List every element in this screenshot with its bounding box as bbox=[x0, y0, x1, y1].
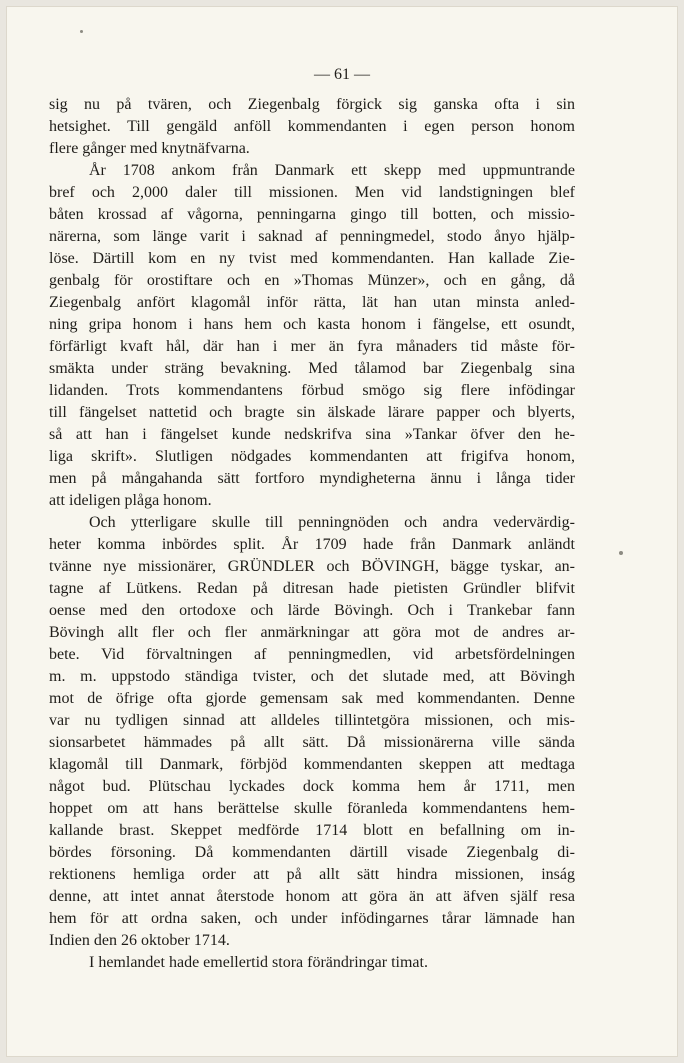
text-line: Bövingh allt fler och fler anmärkningar att göra mot de andres ar- bbox=[49, 624, 575, 641]
text-line: var nu tydligen sinnad att alldeles tillintetgöra missionen, och mis- bbox=[49, 712, 575, 729]
text-line: tagne af Lütkens. Redan på ditresan hade pietisten Gründler blifvit bbox=[49, 580, 575, 597]
text-line: flere gånger med knytnäfvarna. bbox=[49, 140, 250, 157]
text-line: Och ytterligare skulle till penningnöden och andra vedervärdig- bbox=[89, 514, 575, 531]
text-line: hem för att ordna saken, och under infödingarnes tårar lämnade han bbox=[49, 910, 575, 927]
text-line: så att han i fängelset kunde nedskrifva sina »Tankar öfver den he- bbox=[49, 426, 575, 443]
text-line: liga skrift». Slutligen nödgades kommendanten att frigifva honom, bbox=[49, 448, 575, 465]
text-line: hetsighet. Till gengäld anföll kommendanten i egen person honom bbox=[49, 118, 575, 135]
text-line: hoppet om att hans berättelse skulle föranleda kommendantens hem- bbox=[49, 800, 575, 817]
ink-speck bbox=[80, 30, 83, 33]
text-line: rektionens hemliga order att på allt sätt hindra missionen, inság bbox=[49, 866, 575, 883]
text-line: I hemlandet hade emellertid stora förändringar timat. bbox=[89, 954, 428, 971]
text-line: lidanden. Trots kommendantens förbud smögo sig flere infödingar bbox=[49, 382, 575, 399]
text-line: ning gripa honom i hans hem och kasta honom i fängelse, ett osundt, bbox=[49, 316, 575, 333]
text-line: kallande brast. Skeppet medförde 1714 blott en befallning om in- bbox=[49, 822, 575, 839]
text-line: Ziegenbalg anfört klagomål inför rätta, lät han utan minsta anled- bbox=[49, 294, 575, 311]
text-line: sionsarbetet hämmades på allt sätt. Då missionärerna ville sända bbox=[49, 734, 575, 751]
text-line: till fängelset nattetid och bragte sin älskade lärare papper och blyerts, bbox=[49, 404, 575, 421]
text-line: löse. Därtill kom en ny tvist med kommendanten. Han kallade Zie- bbox=[49, 250, 575, 267]
text-line: sig nu på tvären, och Ziegenbalg förgick sig ganska ofta i sin bbox=[49, 96, 575, 113]
book-page bbox=[6, 6, 678, 1057]
text-line: tvänne nye missionärer, GRÜNDLER och BÖVINGH, bägge tyskar, an- bbox=[49, 558, 575, 575]
text-line: mot de öfrige ofta gjorde gemensam sak med kommendanten. Denne bbox=[49, 690, 575, 707]
body-text bbox=[49, 94, 575, 974]
text-line: bördes försoning. Då kommendanten därtill visade Ziegenbalg di- bbox=[49, 844, 575, 861]
text-line: bete. Vid förvaltningen af penningmedlen, vid arbetsfördelningen bbox=[49, 646, 575, 663]
text-line: denne, att intet annat återstode honom att göra än att äfven själf resa bbox=[49, 888, 575, 905]
text-line: m. m. uppstodo ständiga tvister, och det slutade med, att Bövingh bbox=[49, 668, 575, 685]
page-number: — 61 — bbox=[314, 66, 370, 83]
text-line: klagomål till Danmark, förbjöd kommendanten skeppen att medtaga bbox=[49, 756, 575, 773]
text-line: bref och 2,000 daler till missionen. Men vid landstigningen blef bbox=[49, 184, 575, 201]
text-line: närerna, som länge varit i saknad af penningmedel, stodo ånyo hjälp- bbox=[49, 228, 575, 245]
text-line: något bud. Plütschau lyckades dock komma hem år 1711, men bbox=[49, 778, 575, 795]
text-line: År 1708 ankom från Danmark ett skepp med uppmuntrande bbox=[89, 162, 575, 179]
ink-speck bbox=[619, 551, 623, 555]
text-line: genbalg för orostiftare och en »Thomas Münzer», och en gång, då bbox=[49, 272, 575, 289]
text-line: men på mångahanda sätt fortforo myndigheterna ännu i långa tider bbox=[49, 470, 575, 487]
text-line: förfärligt kvaft hål, där han i mer än fyra månaders tid måste för- bbox=[49, 338, 575, 355]
text-line: att ideligen plåga honom. bbox=[49, 492, 212, 509]
text-line: heter komma inbördes split. År 1709 hade från Danmark anländt bbox=[49, 536, 575, 553]
text-line: Indien den 26 oktober 1714. bbox=[49, 932, 230, 949]
text-line: smäkta under sträng bevakning. Med tålamod bar Ziegenbalg sina bbox=[49, 360, 575, 377]
text-line: oense med den ortodoxe och lärde Bövingh. Och i Trankebar fann bbox=[49, 602, 575, 619]
text-line: båten krossad af vågorna, penningarna gingo till botten, och missio- bbox=[49, 206, 575, 223]
